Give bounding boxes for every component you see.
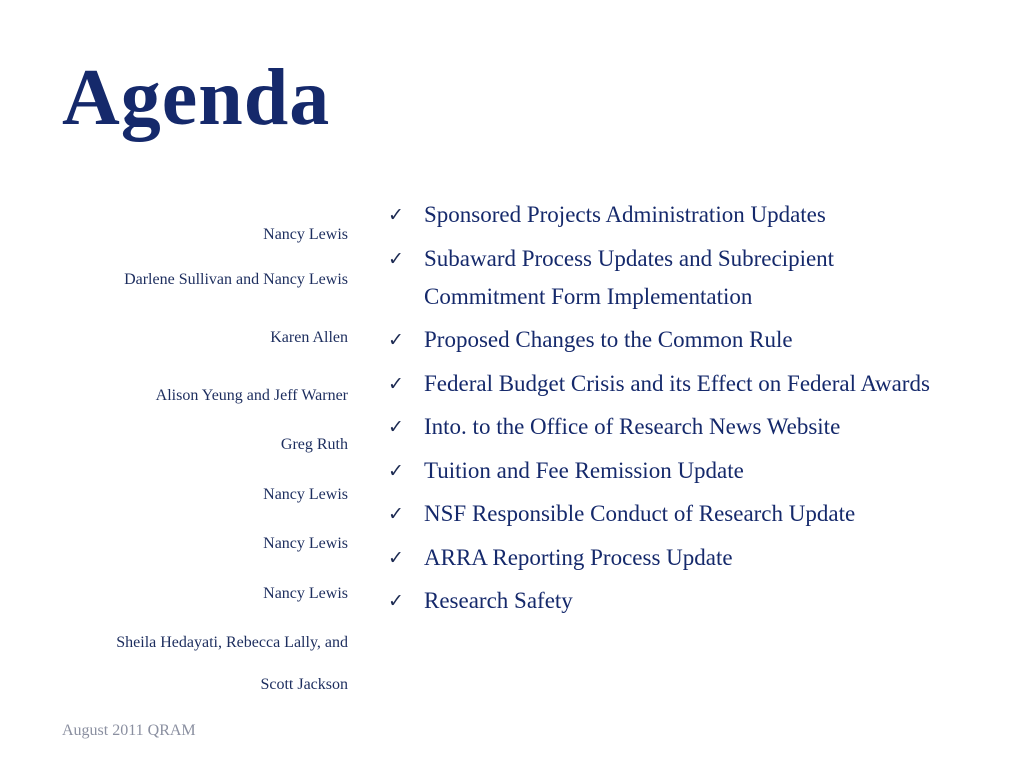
checkmark-icon: ✓: [388, 459, 404, 482]
presenter-name: Greg Ruth: [280, 436, 348, 453]
presenter-name: Alison Yeung and Jeff Warner: [155, 387, 348, 404]
agenda-item-text: Federal Budget Crisis and its Effect on Federal Awards: [424, 370, 930, 396]
checkmark-icon: ✓: [388, 247, 404, 270]
agenda-item-text: NSF Responsible Conduct of Research Update: [424, 501, 856, 526]
footer-text: August 2011 QRAM: [62, 722, 196, 739]
checkmark-icon: ✓: [388, 329, 404, 351]
agenda-item: [386, 452, 946, 490]
agenda-item-text: Subaward Process Updates and Subrecipient Commitment Form Implementation: [424, 245, 835, 309]
agenda-item-text: Into. to the Office of Research News Website: [424, 414, 841, 439]
checkmark-icon: ✓: [388, 503, 404, 525]
checkmark-icon: ✓: [388, 204, 404, 226]
agenda-item: [386, 539, 946, 577]
agenda-item-text: Tuition and Fee Remission Update: [424, 457, 744, 483]
agenda-item: [386, 495, 946, 533]
presenter-name: Sheila Hedayati, Rebecca Lally, and: [116, 634, 348, 651]
checkmark-icon: ✓: [388, 546, 404, 569]
agenda-item-text: ARRA Reporting Process Update: [424, 544, 733, 570]
presenter-name: Karen Allen: [270, 329, 348, 346]
agenda-item: [386, 408, 946, 446]
agenda-item: [386, 321, 946, 359]
presenter-name: Darlene Sullivan and Nancy Lewis: [124, 271, 348, 288]
agenda-item-text: Sponsored Projects Administration Updates: [424, 202, 826, 227]
slide-title: Agenda: [62, 54, 331, 142]
presenter-name: Nancy Lewis: [263, 486, 348, 503]
checkmark-icon: ✓: [388, 590, 404, 612]
agenda-item: [386, 196, 946, 234]
checkmark-icon: ✓: [388, 372, 404, 395]
agenda-item-text: Research Safety: [424, 588, 573, 613]
agenda-item: [386, 240, 946, 316]
presenter-name: Scott Jackson: [260, 676, 348, 693]
agenda-item-text: Proposed Changes to the Common Rule: [424, 327, 793, 352]
checkmark-icon: ✓: [388, 416, 404, 438]
agenda-item: [386, 582, 946, 620]
agenda-item: [386, 365, 946, 403]
agenda-list: [386, 196, 946, 626]
presenter-name: Nancy Lewis: [263, 585, 348, 602]
presenter-name: Nancy Lewis: [263, 226, 348, 243]
presenter-name: Nancy Lewis: [263, 535, 348, 552]
